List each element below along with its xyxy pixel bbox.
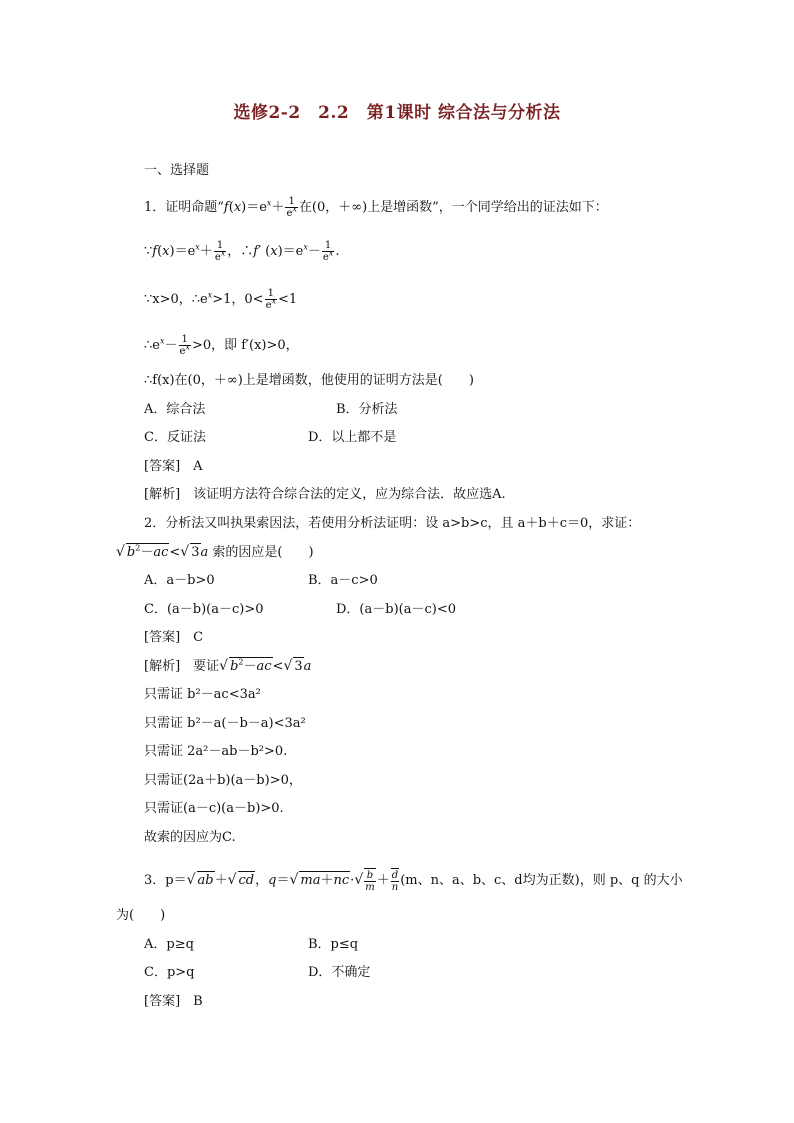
q1-option-d: D．以上都不是: [308, 430, 397, 445]
q2-option-c: C．(a－b)(a－c)>0: [144, 602, 264, 617]
q3-option-a: A．p≥q: [144, 937, 194, 952]
q2-answer: [答案] C: [144, 630, 204, 645]
q3-answer: [答案] B: [144, 994, 203, 1009]
q2-stem-line2: √ $b^2-ac<√$ 3a 索的因应是( ): [116, 543, 314, 560]
q1-line4: $\therefore e^x-$ $\frac{1}{e^x}$ >0，即 f′(x)>0，: [144, 334, 299, 357]
fraction: $\frac{1}{e^x}$: [286, 196, 297, 219]
q2-step-2: 只需证 b²－a(－b－a)<3a²: [144, 716, 306, 731]
q3-stem: 3．p＝√ ab＋√ cd，q＝√ ma＋nc·√ $\frac{b}{m}$ ＋ $\frac{d}{n}$ (m、n、a、b、c、d均为正数)，则 p、q 的大小: [144, 870, 683, 893]
q3-option-b: B．p≤q: [308, 937, 359, 952]
q2-step-6: 故索的因应为C.: [144, 830, 236, 845]
q2-option-b: B．a－c>0: [308, 573, 378, 588]
q2-step-4: 只需证(2a＋b)(a－b)>0，: [144, 773, 302, 788]
q3-stem-line2: 为( ): [116, 908, 166, 923]
q2-stem: 2．分析法又叫执果索因法，若使用分析法证明：设 a>b>c，且 a＋b＋c＝0，求证：: [144, 516, 641, 531]
q2-step-1: 只需证 b²－ac<3a²: [144, 687, 261, 702]
q1-line3: ∵x>0，$\therefore e^x>1$，0< $\frac{1}{e^x}$ <1: [144, 288, 298, 311]
q1-option-b: B．分析法: [336, 402, 398, 417]
q2-step-3: 只需证 2a²－ab－b²>0.: [144, 744, 288, 759]
q1-option-c: C．反证法: [144, 430, 206, 445]
q2-option-a: A．a－b>0: [144, 573, 215, 588]
page-title: 选修2-2 2.2 第1课时 综合法与分析法: [233, 103, 561, 123]
q1-stem: 1．证明命题“$f(x)=e^x+$ $\frac{1}{e^x}$ 在(0，＋∞)上是增函数”，一个同学给出的证法如下：: [144, 196, 608, 219]
q1-answer: [答案] A: [144, 459, 203, 474]
q3-option-d: D．不确定: [308, 965, 371, 980]
q3-option-c: C．p>q: [144, 965, 195, 980]
q1-line2: $\because f(x)=e^x+$ $\frac{1}{e^x}$ ，∴f′ $(x)=e^x-$ $\frac{1}{e^x}$ .: [144, 240, 340, 263]
q2-analysis: [解析] 要证√ $b^2-ac<√$ 3a: [144, 657, 312, 674]
section-heading: 一、选择题: [144, 163, 210, 178]
q1-analysis: [解析] 该证明方法符合综合法的定义，应为综合法．故应选A.: [144, 487, 506, 502]
q1-option-a: A．综合法: [144, 402, 206, 417]
q2-step-5: 只需证(a－c)(a－b)>0.: [144, 801, 284, 816]
q2-option-d: D．(a－b)(a－c)<0: [336, 602, 456, 617]
q1-line5: ∴f(x)在(0，＋∞)上是增函数，他使用的证明方法是( ): [144, 373, 474, 388]
